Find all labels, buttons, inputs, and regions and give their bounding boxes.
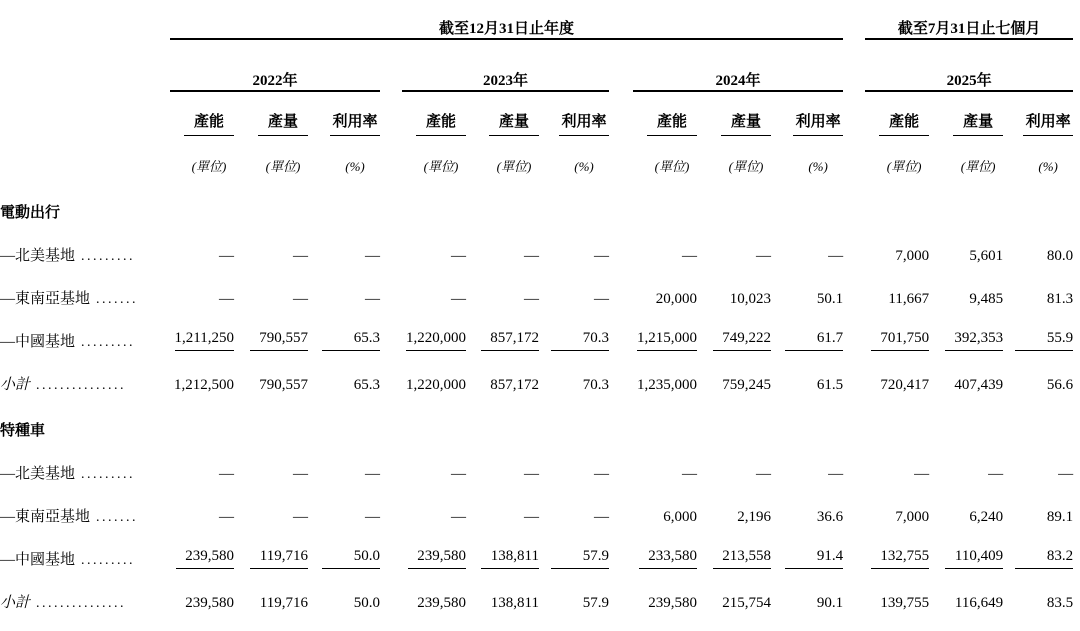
year-header: 2023年	[402, 39, 609, 91]
cell-value-ruled: 1,220,000	[406, 330, 466, 351]
metric-header-cell	[170, 91, 234, 136]
cell-value-ruled: 239,580	[408, 548, 466, 569]
value-cell: 11,667	[888, 290, 930, 307]
unit-label: (%)	[574, 158, 594, 174]
dot-leader: .........	[75, 552, 136, 568]
spacer-cell	[150, 136, 170, 176]
cell-value-ruled: 1,215,000	[637, 330, 697, 351]
metric-header-underlined: 產能	[879, 114, 929, 136]
value-cell: 83.5	[1046, 594, 1074, 611]
metric-header-cell	[402, 91, 466, 136]
unit-label: (單位)	[654, 158, 690, 174]
dot-leader: .......	[90, 291, 139, 307]
value-cell	[402, 526, 466, 569]
value-cell: —	[365, 290, 380, 307]
value-cell	[929, 308, 1003, 351]
unit-label: (%)	[1038, 158, 1058, 174]
value-cell: —	[594, 247, 609, 264]
value-cell	[865, 526, 929, 569]
value-cell	[234, 308, 308, 351]
value-cell	[865, 308, 929, 351]
unit-header-cell	[697, 136, 771, 176]
cell-value-ruled: 749,222	[713, 330, 771, 351]
metric-header-cell	[308, 91, 380, 136]
value-cell: 81.3	[1046, 290, 1074, 307]
cell-value-ruled: 132,755	[871, 548, 929, 569]
value-cell: 80.0	[1046, 247, 1074, 264]
metric-header-underlined: 產量	[721, 114, 771, 136]
spacer-cell	[843, 440, 865, 483]
value-cell: 6,240	[969, 508, 1004, 525]
value-cell: 2,196	[737, 508, 771, 525]
dot-leader: .........	[75, 466, 136, 482]
value-cell	[308, 526, 380, 569]
value-cell: —	[594, 290, 609, 307]
spacer-cell	[609, 526, 633, 569]
value-cell	[170, 308, 234, 351]
period-header-annual: 截至12月31日止年度	[170, 2, 843, 39]
spacer-cell	[1073, 2, 1080, 39]
spacer-cell	[1073, 526, 1080, 569]
value-cell: 50.1	[816, 290, 844, 307]
spacer-cell	[843, 265, 865, 308]
spacer-cell	[1073, 265, 1080, 308]
metric-header-underlined: 利用率	[1023, 114, 1073, 136]
cell-value-ruled: 91.4	[785, 548, 843, 569]
value-cell	[697, 526, 771, 569]
value-cell: —	[365, 508, 380, 525]
unit-label: (單位)	[886, 158, 922, 174]
spacer-cell	[843, 222, 865, 265]
value-cell: 7,000	[895, 508, 930, 525]
value-cell: 65.3	[353, 376, 380, 393]
cell-value-ruled: 61.7	[785, 330, 843, 351]
value-cell	[697, 308, 771, 351]
unit-label: (%)	[345, 158, 365, 174]
value-cell: 56.6	[1046, 376, 1074, 393]
dot-leader: .......	[90, 509, 139, 525]
row-label: —北美基地	[0, 465, 76, 482]
value-cell: 1,235,000	[637, 376, 697, 393]
value-cell: 50.0	[353, 594, 380, 611]
unit-header-cell	[170, 136, 234, 176]
metric-header-underlined: 產量	[489, 114, 539, 136]
value-cell: 239,580	[417, 594, 466, 611]
spacer-cell	[150, 91, 170, 136]
cell-value-ruled: 119,716	[250, 548, 308, 569]
spacer-cell	[150, 440, 170, 483]
spacer-cell	[609, 308, 633, 351]
spacer-cell	[609, 136, 633, 176]
unit-header-cell	[865, 136, 929, 176]
spacer-cell	[380, 308, 402, 351]
spacer-cell	[150, 526, 170, 569]
spacer-cell	[1073, 440, 1080, 483]
row-label: —東南亞基地	[0, 508, 91, 525]
cell-value-ruled: 57.9	[551, 548, 609, 569]
value-cell	[308, 308, 380, 351]
spacer-cell	[843, 569, 865, 612]
unit-header-cell	[234, 136, 308, 176]
section-title-row	[0, 176, 1080, 222]
spacer-cell	[150, 39, 170, 91]
metric-header-cell	[1003, 91, 1073, 136]
metric-header-cell	[865, 91, 929, 136]
unit-header-cell	[466, 136, 539, 176]
value-cell: 10,023	[729, 290, 771, 307]
value-cell: —	[756, 247, 771, 264]
spacer-cell	[843, 39, 865, 91]
value-cell: —	[451, 290, 466, 307]
value-cell	[539, 308, 609, 351]
dot-leader: .........	[75, 334, 136, 350]
unit-header-cell	[402, 136, 466, 176]
cell-value-ruled: 392,353	[945, 330, 1003, 351]
value-cell: —	[524, 465, 539, 482]
cell-value-ruled: 1,211,250	[175, 330, 234, 351]
value-cell: —	[914, 465, 930, 482]
metric-header-underlined: 產能	[184, 114, 234, 136]
value-cell: 57.9	[582, 594, 609, 611]
value-cell: 70.3	[582, 376, 609, 393]
unit-header-cell	[1003, 136, 1073, 176]
value-cell: 138,811	[490, 594, 539, 611]
table-row	[0, 308, 1080, 351]
prospectus-page	[0, 2, 1080, 612]
unit-label: (單位)	[423, 158, 459, 174]
value-cell	[1003, 308, 1073, 351]
value-cell: 6,000	[663, 508, 697, 525]
value-cell: 9,485	[969, 290, 1004, 307]
value-cell	[771, 526, 843, 569]
spacer-cell	[150, 222, 170, 265]
metric-header-cell	[539, 91, 609, 136]
year-header: 2025年	[865, 39, 1073, 91]
row-label: —中國基地	[0, 551, 76, 568]
cell-value-ruled: 790,557	[250, 330, 308, 351]
spacer-cell	[380, 265, 402, 308]
value-cell: 407,439	[954, 376, 1004, 393]
dot-leader: ...............	[30, 377, 127, 393]
spacer-cell	[843, 91, 865, 136]
value-cell	[466, 308, 539, 351]
value-cell: 239,580	[648, 594, 697, 611]
value-cell: 1,212,500	[174, 376, 234, 393]
metric-header-underlined: 產能	[416, 114, 466, 136]
table-row	[0, 440, 1080, 483]
spacer-cell	[380, 91, 402, 136]
value-cell	[539, 526, 609, 569]
cell-value-ruled: 110,409	[945, 548, 1003, 569]
spacer-cell	[380, 483, 402, 526]
spacer-cell	[380, 440, 402, 483]
spacer-cell	[609, 569, 633, 612]
value-cell: —	[219, 508, 234, 525]
value-cell: —	[219, 465, 234, 482]
row-label-cell	[0, 440, 150, 483]
spacer-cell	[150, 2, 170, 39]
metric-header-cell	[697, 91, 771, 136]
value-cell: 7,000	[895, 247, 930, 264]
value-cell: —	[828, 247, 844, 264]
period-header-row	[0, 2, 1080, 39]
cell-value-ruled: 83.2	[1015, 548, 1073, 569]
row-label-cell	[0, 308, 150, 351]
value-cell: —	[988, 465, 1004, 482]
value-cell: —	[451, 465, 466, 482]
cell-value-ruled: 857,172	[481, 330, 539, 351]
value-cell: —	[293, 247, 308, 264]
value-cell: —	[828, 465, 844, 482]
row-label: —北美基地	[0, 247, 76, 264]
value-cell: —	[594, 508, 609, 525]
unit-label: (單位)	[960, 158, 996, 174]
spacer-cell	[1073, 308, 1080, 351]
metric-header-row	[0, 91, 1080, 136]
spacer-cell	[843, 483, 865, 526]
year-header: 2024年	[633, 39, 843, 91]
value-cell: 119,716	[259, 594, 308, 611]
unit-header-cell	[308, 136, 380, 176]
spacer-cell	[1073, 136, 1080, 176]
value-cell: —	[365, 247, 380, 264]
spacer-cell	[1073, 222, 1080, 265]
spacer-cell	[609, 91, 633, 136]
metric-header-underlined: 產量	[258, 114, 308, 136]
value-cell: —	[594, 465, 609, 482]
metric-header-underlined: 利用率	[559, 114, 609, 136]
year-header-row	[0, 39, 1080, 91]
cell-value-ruled: 138,811	[481, 548, 539, 569]
value-cell: 139,755	[880, 594, 930, 611]
table-row	[0, 483, 1080, 526]
table-row	[0, 569, 1080, 612]
value-cell: —	[524, 290, 539, 307]
metric-header-cell	[466, 91, 539, 136]
unit-label: (單位)	[728, 158, 764, 174]
spacer-cell	[380, 39, 402, 91]
metric-header-underlined: 利用率	[330, 114, 380, 136]
value-cell: —	[219, 290, 234, 307]
unit-header-cell	[929, 136, 1003, 176]
table-row	[0, 265, 1080, 308]
row-label-blank	[0, 136, 150, 176]
cell-value-ruled: 213,558	[713, 548, 771, 569]
value-cell: 89.1	[1046, 508, 1074, 525]
value-cell	[466, 526, 539, 569]
value-cell: —	[682, 465, 697, 482]
value-cell: —	[682, 247, 697, 264]
metric-header-underlined: 產能	[647, 114, 697, 136]
value-cell: 720,417	[880, 376, 930, 393]
corner-blank	[0, 2, 150, 39]
value-cell: —	[293, 465, 308, 482]
spacer-cell	[380, 526, 402, 569]
metric-header-cell	[771, 91, 843, 136]
spacer-cell	[150, 308, 170, 351]
value-cell: —	[293, 290, 308, 307]
cell-value-ruled: 50.0	[322, 548, 380, 569]
row-label-cell	[0, 222, 150, 265]
spacer-cell	[150, 265, 170, 308]
value-cell: 61.5	[816, 376, 844, 393]
value-cell: 1,220,000	[406, 376, 466, 393]
section-title: 特種車	[0, 422, 46, 439]
dot-leader: .........	[75, 248, 136, 264]
row-label: 小計	[0, 594, 31, 611]
value-cell: —	[756, 465, 771, 482]
row-label-cell	[0, 265, 150, 308]
value-cell: 20,000	[655, 290, 697, 307]
unit-label: (單位)	[496, 158, 532, 174]
spacer-cell	[609, 483, 633, 526]
unit-header-cell	[771, 136, 843, 176]
capacity-utilization-table	[0, 2, 1080, 612]
value-cell: 759,245	[722, 376, 771, 393]
spacer-cell	[1073, 569, 1080, 612]
metric-header-cell	[633, 91, 697, 136]
cell-value-ruled: 233,580	[639, 548, 697, 569]
spacer-cell	[843, 351, 865, 394]
row-label: —東南亞基地	[0, 290, 91, 307]
unit-label: (單位)	[191, 158, 227, 174]
value-cell: 90.1	[816, 594, 844, 611]
spacer-cell	[380, 222, 402, 265]
row-label: 小計	[0, 376, 31, 393]
cell-value-ruled: 65.3	[322, 330, 380, 351]
value-cell: —	[293, 508, 308, 525]
unit-label: (單位)	[265, 158, 301, 174]
row-label-cell	[0, 569, 150, 612]
value-cell: 116,649	[954, 594, 1004, 611]
value-cell	[234, 526, 308, 569]
table-row	[0, 526, 1080, 569]
spacer-cell	[843, 526, 865, 569]
value-cell: —	[524, 247, 539, 264]
unit-header-row	[0, 136, 1080, 176]
year-header: 2022年	[170, 39, 380, 91]
cell-value-ruled: 701,750	[871, 330, 929, 351]
unit-header-cell	[539, 136, 609, 176]
metric-header-cell	[234, 91, 308, 136]
spacer-cell	[609, 265, 633, 308]
spacer-cell	[150, 569, 170, 612]
cell-value-ruled: 239,580	[176, 548, 234, 569]
value-cell: 790,557	[259, 376, 308, 393]
section-title: 電動出行	[0, 204, 61, 221]
metric-header-underlined: 利用率	[793, 114, 843, 136]
value-cell	[929, 526, 1003, 569]
metric-header-cell	[929, 91, 1003, 136]
value-cell: —	[524, 508, 539, 525]
dot-leader: ...............	[30, 595, 127, 611]
spacer-cell	[843, 136, 865, 176]
row-label-blank	[0, 39, 150, 91]
value-cell	[170, 526, 234, 569]
value-cell: 857,172	[490, 376, 539, 393]
spacer-cell	[380, 136, 402, 176]
table-row	[0, 351, 1080, 394]
spacer-cell	[150, 351, 170, 394]
value-cell: —	[451, 247, 466, 264]
row-label-cell	[0, 351, 150, 394]
value-cell: 36.6	[816, 508, 844, 525]
value-cell	[1003, 526, 1073, 569]
spacer-cell	[380, 351, 402, 394]
spacer-cell	[843, 308, 865, 351]
spacer-cell	[609, 39, 633, 91]
value-cell	[771, 308, 843, 351]
spacer-cell	[609, 222, 633, 265]
cell-value-ruled: 70.3	[551, 330, 609, 351]
row-label-blank	[0, 91, 150, 136]
value-cell: —	[1058, 465, 1074, 482]
value-cell	[633, 308, 697, 351]
value-cell	[633, 526, 697, 569]
spacer-cell	[1073, 39, 1080, 91]
value-cell: —	[219, 247, 234, 264]
spacer-cell	[380, 569, 402, 612]
unit-label: (%)	[808, 158, 828, 174]
value-cell	[402, 308, 466, 351]
row-label-cell	[0, 526, 150, 569]
row-label: —中國基地	[0, 333, 76, 350]
spacer-cell	[843, 2, 865, 39]
unit-header-cell	[633, 136, 697, 176]
value-cell: 239,580	[185, 594, 234, 611]
spacer-cell	[1073, 483, 1080, 526]
value-cell: —	[451, 508, 466, 525]
value-cell: —	[365, 465, 380, 482]
period-header-seven-months: 截至7月31日止七個月	[865, 2, 1073, 39]
cell-value-ruled: 55.9	[1015, 330, 1073, 351]
spacer-cell	[1073, 91, 1080, 136]
section-title-row	[0, 394, 1080, 440]
spacer-cell	[1073, 351, 1080, 394]
spacer-cell	[150, 483, 170, 526]
spacer-cell	[609, 440, 633, 483]
metric-header-underlined: 產量	[953, 114, 1003, 136]
value-cell: 215,754	[722, 594, 771, 611]
spacer-cell	[609, 351, 633, 394]
table-row	[0, 222, 1080, 265]
row-label-cell	[0, 483, 150, 526]
value-cell: 5,601	[969, 247, 1004, 264]
